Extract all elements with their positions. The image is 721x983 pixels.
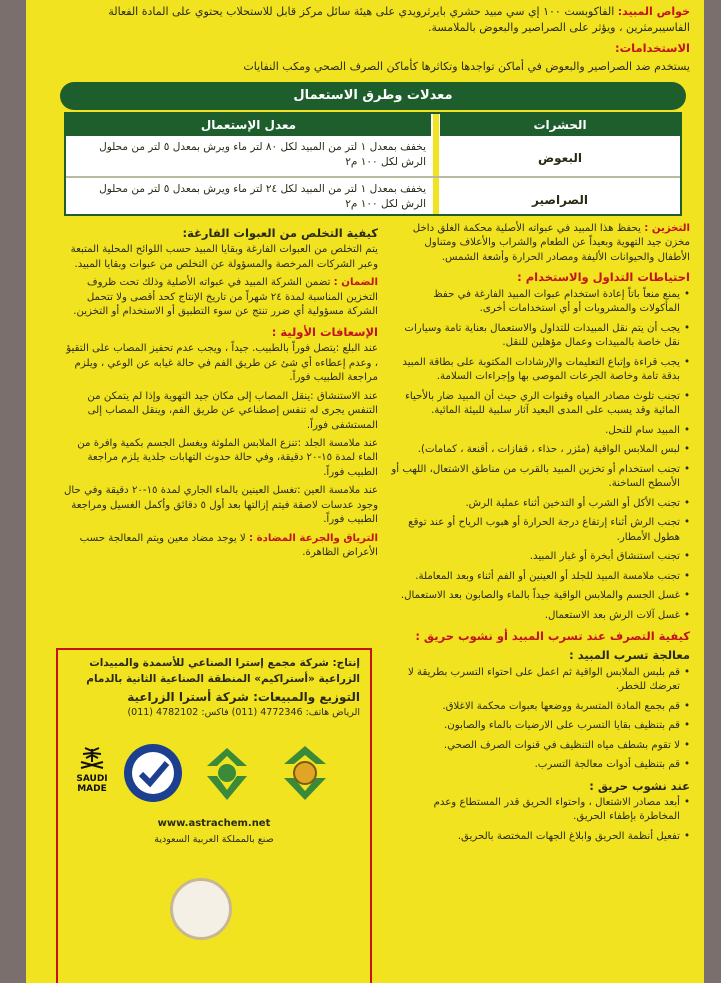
table-cell-rate: يخفف بمعدل ١ لتر من المبيد لكل ٢٤ لتر ماء ويرش بمعدل ٥ لتر من محلول الرش لكل ١٠٠ م٢ xyxy=(99,183,426,210)
table-column-divider xyxy=(433,114,439,214)
properties-paragraph xyxy=(44,4,690,36)
list-item: • لا تقوم بشطف مياه التنظيف في قنوات الصرف الصحي. xyxy=(390,739,690,753)
disposal-text: يتم التخلص من العبوات الفارغة وبقايا المبيد حسب اللوائح المحلية المتبعة وعبر الشركات المرخصة والمسؤولة عن التخلص من عبوات وبقايا المبيد. xyxy=(70,244,378,270)
pesticide-label xyxy=(26,0,704,983)
list-item: • أبعد مصادر الاشتعال ، واحتواء الحريق قدر المستطاع وعدم المخاطرة بإطفاء الحريق. xyxy=(390,796,690,825)
list-item: • يجب قراءة وإتباع التعليمات والإرشادات المكتوبة على بطاقة المبيد بدقة تامة وخاصة الجرعات الموصى بها وإجراءات السلامة. xyxy=(390,356,690,385)
list-item: • تجنب ملامسة المبيد للجلد أو العينين أو الفم أثناء وبعد المعاملة. xyxy=(390,570,690,584)
contact-text: الرياض هاتف: 4772346 (011) فاكس: 4782102 (011) xyxy=(127,706,360,718)
antidote-text: لا يوجد مضاد معين ويتم المعالجة حسب الأعراض الظاهرة. xyxy=(79,532,378,559)
uses-label: الاستخدامات: xyxy=(615,40,690,55)
distribution-text: التوزيع والمبيعات: شركة أسترا الزراعية xyxy=(127,689,360,704)
astra-emblem-icon xyxy=(274,742,336,804)
antidote-label: الترياق والجرعة المضادة : xyxy=(248,532,378,544)
firstaid-item: عند ملامسة الجلد :تنزع الملابس الملوثة ويغسل الجسم بكمية وافرة من الماء لمدة ١٥-٢٠ دقيقة، وفي حالة حدوث التهابات جلدية يلزم مراجعة الطبيب فوراً. xyxy=(77,437,378,478)
saudi-made-text: SAUDI MADE xyxy=(76,774,108,794)
usage-table xyxy=(64,112,682,216)
leak-title: كيفية التصرف عند تسرب المبيد أو نشوب حريق : xyxy=(415,628,690,643)
website-text: www.astrachem.net xyxy=(157,818,271,829)
list-item: • تجنب الرش أثناء إرتفاع درجة الحرارة أو هبوب الرياح أو عند توقع هطول الأمطار. xyxy=(390,516,690,545)
list-item: • تجنب استنشاق أبخرة أو غبار المبيد. xyxy=(390,550,690,564)
made-in-text: صنع بالمملكة العربية السعودية xyxy=(154,834,274,845)
disposal-title: كيفية التخلص من العبوات الفارغة: xyxy=(182,226,378,240)
manufacturer-box xyxy=(56,648,372,983)
list-item: • تجنب تلوث مصادر المياه وقنوات الري حيث أن المبيد ضار بالأحياء المائية وقد يسبب على المدى البعيد آثار سلبية للبيئة المائية. xyxy=(390,390,690,419)
list-item: • المبيد سام للنحل. xyxy=(390,424,690,438)
saudi-made-logo xyxy=(70,746,114,794)
guarantee-text: تضمن الشركة المبيد في عبواته الأصلية وذلك تحت ظروف التخزين المناسبة لمدة ٢٤ شهراً من تاريخ الإنتاج كحد أقصى ولا تتحمل الشركة مسؤولية أي ضرر تنتج عن سوء التطبيق أو الاستخدام أو التخزين. xyxy=(73,277,378,318)
list-item: • يجب أن يتم نقل المبيدات للتداول والاستعمال بعناية تامة وسيارات نقل خاصة بالمبيدات وعمال مؤهلين للنقل. xyxy=(390,322,690,351)
list-item: • قم بتنظيف أدوات معالجة التسرب. xyxy=(390,758,690,772)
table-header-pest: الحشرات xyxy=(440,114,680,136)
precautions-title: احتياطات التداول والاستخدام : xyxy=(517,270,690,285)
left-column xyxy=(60,222,378,565)
table-cell-pest: البعوض xyxy=(538,151,582,165)
right-column xyxy=(390,222,690,849)
production-text: إنتاج: شركة مجمع إسترا الصناعي للأسمدة والمبيدات الزراعية «أستراكيم» المنطقة الصناعية الثانية بالدمام xyxy=(86,657,360,685)
storage-label: التخزين : xyxy=(644,223,690,234)
storage-text: يحفظ هذا المبيد في عبواته الأصلية محكمة الغلق داخل مخزن جيد التهوية وبعيداً عن الطعام والشراب والأعلاف ومتناول الأطفال والحيوانات الأليفة ومصادر الحرارة وأشعة الشمس. xyxy=(412,223,690,263)
list-item: • غسل الجسم والملابس الواقية جيداً بالماء والصابون بعد الاستعمال. xyxy=(390,589,690,603)
antidote-paragraph xyxy=(60,532,378,561)
firstaid-title: الإسعافات الأولية : xyxy=(271,324,378,339)
properties-text: الفاكوبست ١٠٠ إي سي مبيد حشري بايرثرويدي على هيئة سائل مركز قابل للاستحلاب يحتوي على المادة الفعالة الفاسيبرمثرين ، ويؤثر على الصراصير والبعوض بالملامسة. xyxy=(108,5,690,34)
guarantee-label: الضمان : xyxy=(333,277,378,289)
precautions-list xyxy=(390,288,690,623)
leak-steps-list xyxy=(390,666,690,773)
storage-paragraph xyxy=(390,222,690,265)
usage-band-title: معدلات وطرق الاستعمال xyxy=(60,82,686,110)
green-recycle-emblem-icon xyxy=(196,742,258,804)
list-item: • تجنب الأكل أو الشرب أو التدخين أثناء عملية الرش. xyxy=(390,497,690,511)
guarantee-paragraph xyxy=(60,276,378,319)
palm-swords-icon xyxy=(77,746,107,772)
list-item: • تفعيل أنظمة الحريق وابلاغ الجهات المختصة بالحريق. xyxy=(390,830,690,844)
certification-logos xyxy=(64,742,364,812)
firstaid-item: عند الاستنشاق :ينقل المصاب إلى مكان جيد التهوية وإذا لم يتمكن من التنفس يجرى له تنفس إصطناعي عن طريق الفم، وينقل المصاب إلى المستشفى فوراً. xyxy=(87,390,378,431)
properties-label: خواص المبيد: xyxy=(617,5,690,18)
list-item: • غسل آلات الرش بعد الاستعمال. xyxy=(390,609,690,623)
leak-subtitle: معالجة تسرب المبيد : xyxy=(569,648,690,663)
list-item: • تجنب استخدام أو تخزين المبيد بالقرب من مناطق الاشتعال، اللهب أو الأسطح الساخنة. xyxy=(390,463,690,492)
list-item: • لبس الملابس الواقية (مئزر ، حذاء ، قفازات ، أقنعة ، كمامات). xyxy=(390,443,690,457)
company-seal-icon xyxy=(170,878,232,940)
firstaid-item: عند البلع :يتصل فوراً بالطبيب. جيداً ، ويجب عدم تحفيز المصاب على التقيؤ ، وعدم إعطاءه أي شئ عن طريق الفم في حالة غيابه عن الوعي ، ويلزم مراجعة الطبيب فوراً. xyxy=(66,343,378,384)
manufacturer-text xyxy=(66,656,360,720)
top-section xyxy=(44,4,690,74)
quality-check-emblem-icon xyxy=(122,742,184,804)
table-row-divider xyxy=(66,176,680,178)
firstaid-item: عند ملامسة العين :تغسل العينين بالماء الجاري لمدة ١٥-٢٠ دقيقة وفي حال وجود عدسات لاصقة فيتم إزالتها بعد أول ٥ دقائق وأكمل الغسيل ومراجعة الطبيب فوراً. xyxy=(64,485,378,526)
list-item: • قم بتنظيف بقايا التسرب على الارضيات بالماء والصابون. xyxy=(390,719,690,733)
table-header-rate: معدل الإستعمال xyxy=(66,114,431,136)
list-item: • قم بلبس الملابس الواقية ثم اعمل على احتواء التسرب بطريقة لا تعرضك للخطر. xyxy=(390,666,690,695)
uses-text: يستخدم ضد الصراصير والبعوض في أماكن تواجدها وتكاثرها كأماكن الصرف الصحي ومكب النفايات xyxy=(243,59,690,73)
table-cell-rate: يخفف بمعدل ١ لتر من المبيد لكل ٨٠ لتر ماء ويرش بمعدل ٥ لتر من محلول الرش لكل ١٠٠ م٢ xyxy=(99,141,426,168)
list-item: • قم بجمع المادة المتسربة ووضعها بعبوات محكمة الاغلاق. xyxy=(390,700,690,714)
fire-steps-list xyxy=(390,796,690,844)
fire-title: عند نشوب حريق : xyxy=(589,778,690,793)
list-item: • يمنع منعاً باتاً إعادة استخدام عبوات المبيد الفارغة في حفظ المأكولات والمشروبات أو أي استخدامات أخرى. xyxy=(390,288,690,317)
table-cell-pest: الصراصير xyxy=(532,193,588,207)
